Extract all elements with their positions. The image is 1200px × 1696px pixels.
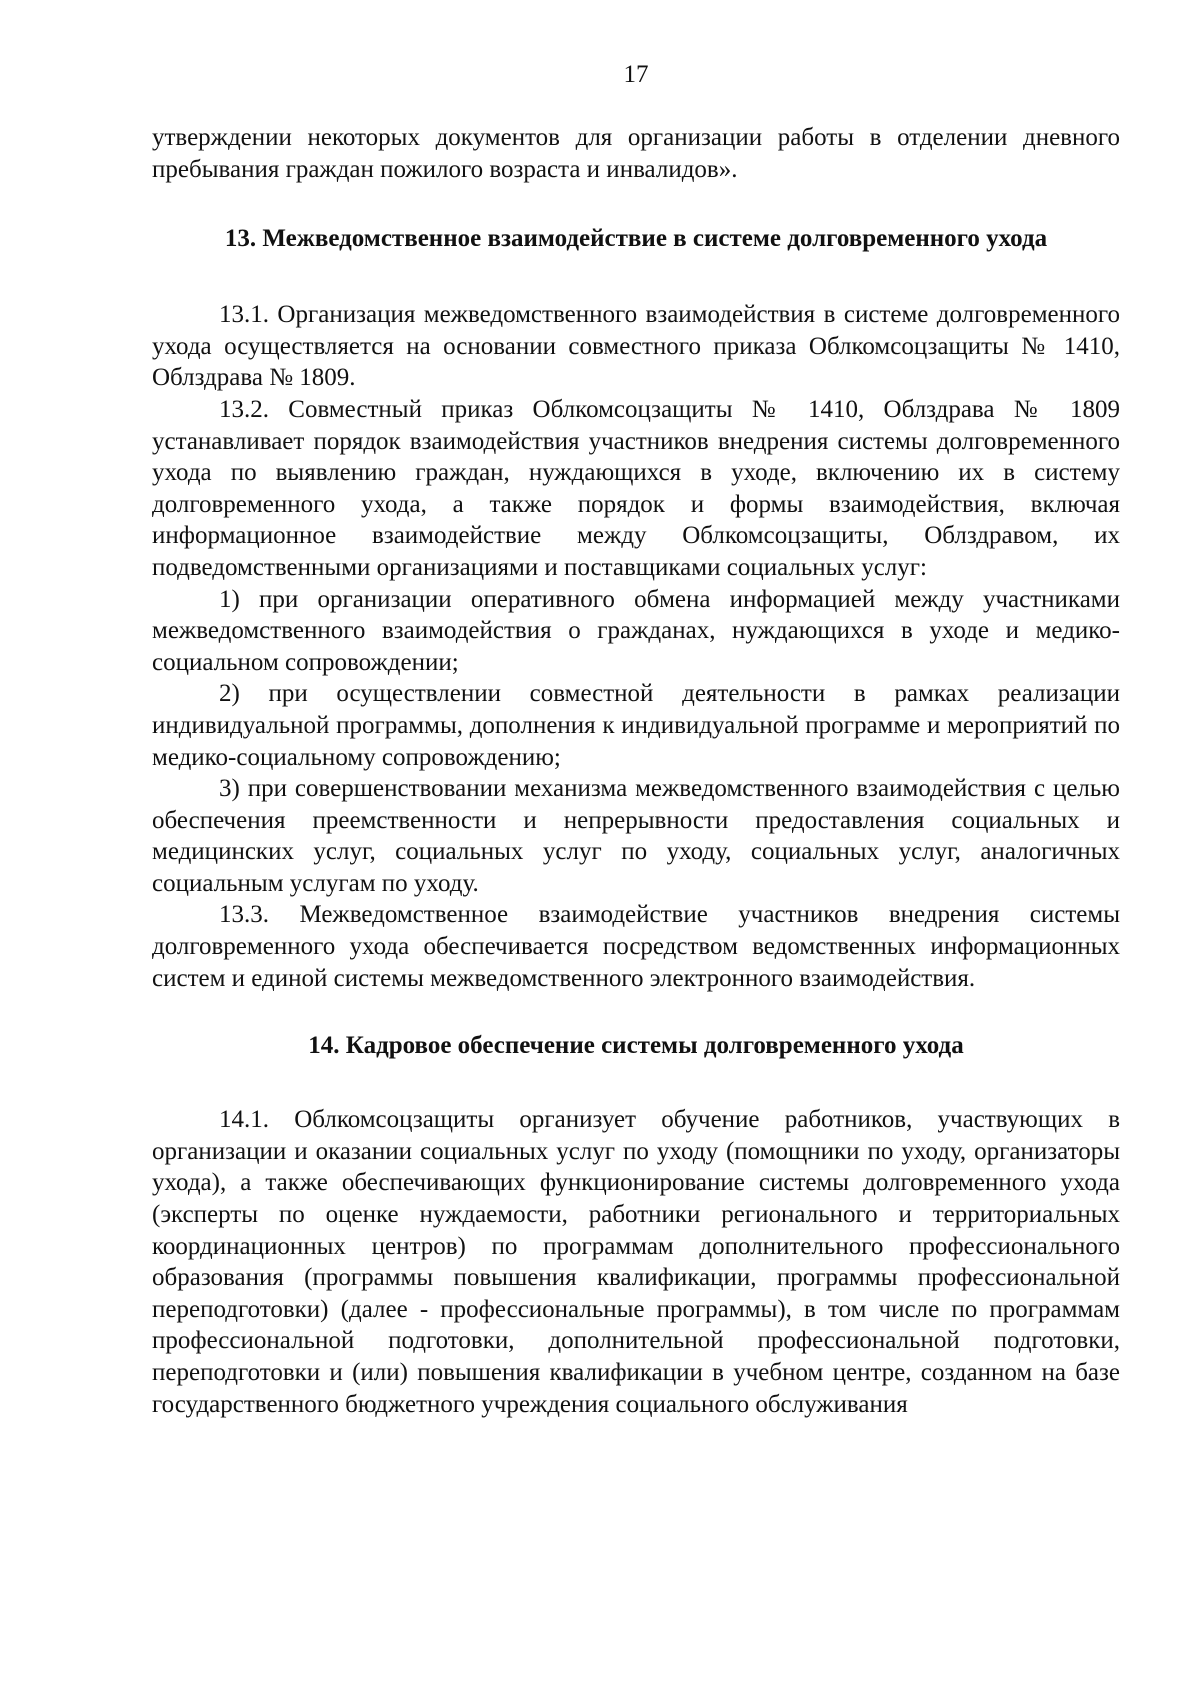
intro-paragraph-fragment: утверждении некоторых документов для организации работы в отделении дневного пребывания граждан пожилого возраста и инвалидов». — [152, 124, 1120, 183]
page-number: 17 — [623, 61, 649, 88]
section-13-heading: 13. Межведомственное взаимодействие в системе долговременного ухода — [224, 225, 1048, 253]
section-14-heading: 14. Кадровое обеспечение системы долговременного ухода — [308, 1032, 964, 1060]
paragraph-13-2: 13.2. Совместный приказ Облкомсоцзащиты № 1410, Облздрава № 1809 устанавливает порядок взаимодействия участников внедрения системы долговременного ухода по выявлению граждан, нуждающихся в уходе, включению их в систему долговременного ухода, а также порядок и формы взаимодействия, включая информационное взаимодействие между Облкомсоцзащиты, Облздравом, их подведомственными организациями и поставщиками социальных услуг: — [152, 395, 1120, 581]
list-item-3: 3) при совершенствовании механизма межведомственного взаимодействия с целью обеспечения преемственности и непрерывности предоставления социальных и медицинских услуг, социальных услуг по уходу, социальных услуг, аналогичных социальным услугам по уходу. — [152, 775, 1120, 897]
paragraph-14-1: 14.1. Облкомсоцзащиты организует обучение работников, участвующих в организации и оказании социальных услуг по уходу (помощники по уходу, организаторы ухода), а также обеспечивающих функционирование системы долговременного ухода (эксперты по оценке нуждаемости, работники регионального и территориальных координационных центров) по программам дополнительного профессионального образования (программы повышения квалификации, программы профессиональной переподготовки) (далее - профессиональные программы), в том числе по программам профессиональной подготовки, дополнительной профессиональной подготовки, переподготовки и (или) повышения квалификации в учебном центре, созданном на базе государственного бюджетного учреждения социального обслуживания — [152, 1106, 1120, 1418]
paragraph-13-3: 13.3. Межведомственное взаимодействие участников внедрения системы долговременного ухода обеспечивается посредством ведомственных информационных систем и единой системы межведомственного электронного взаимодействия. — [152, 901, 1120, 992]
list-item-1: 1) при организации оперативного обмена информацией между участниками межведомственного взаимодействия о гражданах, нуждающихся в уходе и медико-социальном сопровождении; — [152, 585, 1120, 676]
list-item-2: 2) при осуществлении совместной деятельности в рамках реализации индивидуальной программы, дополнения к индивидуальной программе и мероприятий по медико-социальному сопровождению; — [152, 680, 1120, 771]
paragraph-13-1: 13.1. Организация межведомственного взаимодействия в системе долговременного ухода осуществляется на основании совместного приказа Облкомсоцзащиты № 1410, Облздрава № 1809. — [152, 301, 1120, 392]
page-content — [152, 122, 1120, 1420]
